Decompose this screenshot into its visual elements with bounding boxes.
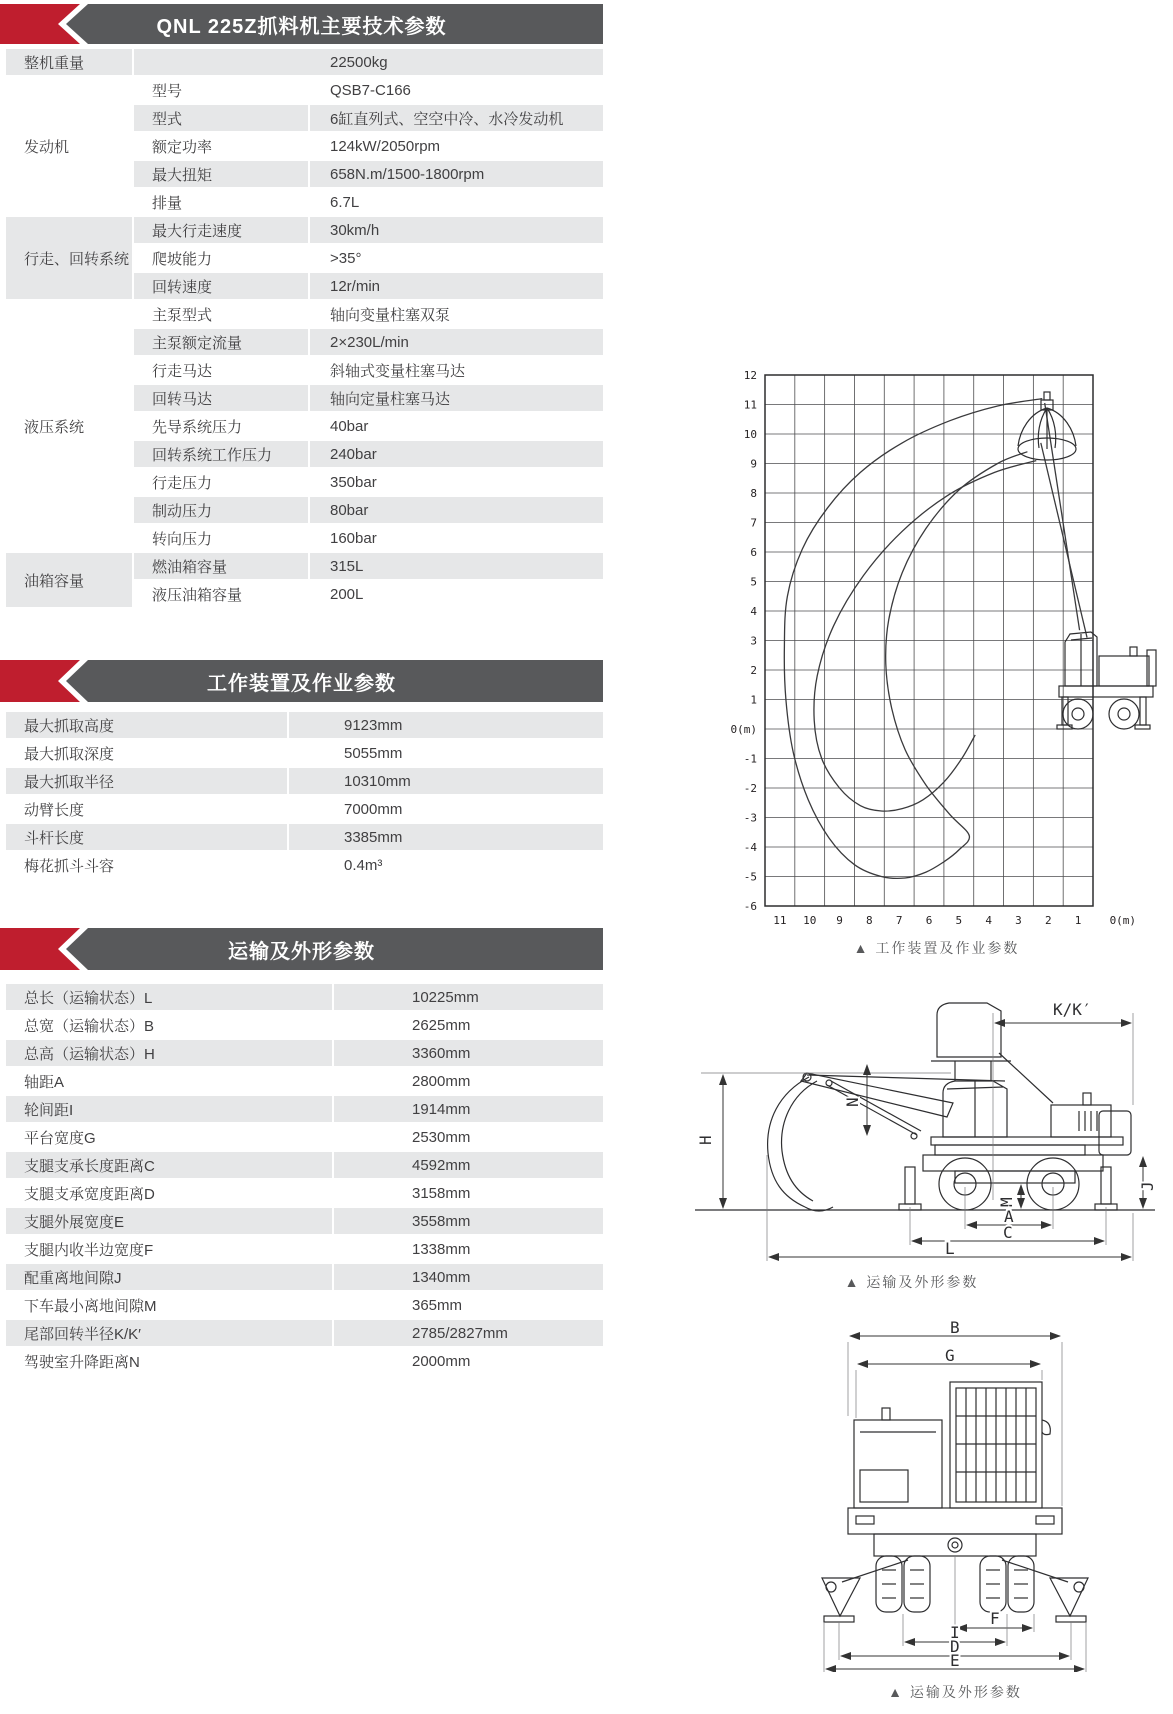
spec-category: 油箱容量 <box>6 553 134 609</box>
x-tick-label: 8 <box>866 914 873 927</box>
banner-title: QNL 225Z抓料机主要技术参数 <box>156 15 447 38</box>
spec-category: 整机重量 <box>6 49 134 77</box>
banner-work-params <box>0 660 603 702</box>
spec-label: 梅花抓斗斗容 <box>6 852 289 880</box>
table-row <box>6 852 603 880</box>
spec-label: 总高（运输状态）H <box>6 1040 334 1068</box>
spec-label: 液压油箱容量 <box>134 581 310 609</box>
table-row <box>6 824 603 852</box>
x-tick-label: 10 <box>803 914 817 927</box>
spec-value: 80bar <box>310 497 603 525</box>
spec-label: 燃油箱容量 <box>134 553 310 581</box>
dim-label-i: I <box>950 1623 960 1642</box>
spec-value: 2×230L/min <box>310 329 603 357</box>
side-dimensions <box>696 1000 1157 1261</box>
dim-label-a: A <box>1004 1207 1014 1226</box>
table-row <box>6 1012 603 1040</box>
spec-value: 轴向定量柱塞马达 <box>310 385 603 413</box>
x-tick-label: 2 <box>1044 914 1052 927</box>
spec-label: 主泵型式 <box>134 301 310 329</box>
spec-value: QSB7-C166 <box>310 77 603 105</box>
spec-value: 3360mm <box>334 1040 603 1068</box>
spec-value: 12r/min <box>310 273 603 301</box>
rear-dimensions <box>824 1320 1086 1672</box>
caption-work-range: ▲ 工作装置及作业参数 <box>853 940 1020 956</box>
spec-label: 转向压力 <box>134 525 310 553</box>
y-tick-label: 7 <box>750 516 757 530</box>
spec-label: 驾驶室升降距离N <box>6 1348 334 1376</box>
table-row <box>6 796 603 824</box>
spec-label: 行走马达 <box>134 357 310 385</box>
spec-label: 最大抓取深度 <box>6 740 289 768</box>
y-tick-label: 3 <box>750 634 757 648</box>
transport-params-table <box>6 984 603 1376</box>
y-tick-label: -4 <box>743 841 757 854</box>
spec-label: 支腿外展宽度E <box>6 1208 334 1236</box>
spec-value: 365mm <box>334 1292 603 1320</box>
spec-value: 10225mm <box>334 984 603 1012</box>
spec-label: 总宽（运输状态）B <box>6 1012 334 1040</box>
y-tick-label: -1 <box>743 752 757 766</box>
spec-label: 尾部回转半径K/K′ <box>6 1320 334 1348</box>
spec-label: 行走压力 <box>134 469 310 497</box>
y-tick-label: 5 <box>750 575 757 589</box>
banner-main-specs <box>0 4 603 44</box>
table-row <box>6 1096 603 1124</box>
spec-label: 轮间距I <box>6 1096 334 1124</box>
table-row <box>6 553 603 581</box>
table-row <box>6 768 603 796</box>
y-tick-label: -5 <box>743 870 757 884</box>
table-row <box>6 1180 603 1208</box>
y-tick-label: -3 <box>743 811 757 825</box>
dim-label-c: C <box>1003 1223 1013 1242</box>
y-tick-label: 1 <box>750 693 757 707</box>
table-row <box>6 1236 603 1264</box>
dim-label-e: E <box>950 1651 960 1670</box>
dim-label-f: F <box>990 1609 1000 1628</box>
spec-label: 回转系统工作压力 <box>134 441 310 469</box>
spec-label: 制动压力 <box>134 497 310 525</box>
x-tick-label: 6 <box>925 914 933 927</box>
x-tick-label: 11 <box>773 914 787 927</box>
spec-value: 3385mm <box>289 824 603 852</box>
spec-label: 平台宽度G <box>6 1124 334 1152</box>
spec-value: 1914mm <box>334 1096 603 1124</box>
spec-value: 160bar <box>310 525 603 553</box>
table-row <box>6 1208 603 1236</box>
table-row <box>6 1124 603 1152</box>
spec-value: 6.7L <box>310 189 603 217</box>
spec-value: 3558mm <box>334 1208 603 1236</box>
spec-label: 配重离地间隙J <box>6 1264 334 1292</box>
spec-value: 658N.m/1500-1800rpm <box>310 161 603 189</box>
work-params-table <box>6 712 603 880</box>
spec-value: 2530mm <box>334 1124 603 1152</box>
spec-value: 40bar <box>310 413 603 441</box>
dim-label-h: H <box>696 1135 715 1145</box>
spec-value: 2000mm <box>334 1348 603 1376</box>
spec-category: 行走、回转系统 <box>6 217 134 301</box>
table-row <box>6 1040 603 1068</box>
spec-value: 4592mm <box>334 1152 603 1180</box>
dim-label-j: J <box>1138 1181 1157 1191</box>
spec-value: 30km/h <box>310 217 603 245</box>
dim-label-l: L <box>945 1239 955 1258</box>
y-tick-label: -6 <box>743 900 757 913</box>
table-row <box>6 984 603 1012</box>
dim-label-m: M <box>997 1197 1016 1207</box>
y-tick-label: -2 <box>743 782 757 795</box>
y-tick-label: 12 <box>743 369 757 382</box>
banner-title: 工作装置及作业参数 <box>207 672 396 695</box>
dim-label-n: N <box>843 1097 862 1107</box>
spec-value: 240bar <box>310 441 603 469</box>
table-row <box>6 740 603 768</box>
machine-glyph <box>1057 632 1156 729</box>
spec-value: 3158mm <box>334 1180 603 1208</box>
spec-label: 最大扭矩 <box>134 161 310 189</box>
spec-value: 350bar <box>310 469 603 497</box>
spec-value: 5055mm <box>289 740 603 768</box>
caption-rear-view: ▲ 运输及外形参数 <box>888 1684 1022 1700</box>
spec-value: 轴向变量柱塞双泵 <box>310 301 603 329</box>
boom-line <box>1041 443 1087 638</box>
spec-label: 排量 <box>134 189 310 217</box>
table-row <box>6 712 603 740</box>
spec-label: 额定功率 <box>134 133 310 161</box>
table-row <box>6 1152 603 1180</box>
spec-value: 22500kg <box>134 49 603 77</box>
caption-side-view: ▲ 运输及外形参数 <box>844 1274 979 1290</box>
work-range-diagram <box>700 350 1173 930</box>
spec-value: 2625mm <box>334 1012 603 1040</box>
spec-label: 回转马达 <box>134 385 310 413</box>
spec-label: 动臂长度 <box>6 796 289 824</box>
spec-label: 最大抓取半径 <box>6 768 289 796</box>
side-view-diagram <box>655 985 1168 1265</box>
spec-label: 支腿支承长度距离C <box>6 1152 334 1180</box>
y-tick-label: 9 <box>750 457 757 471</box>
spec-category: 液压系统 <box>6 301 134 553</box>
x-tick-label: 9 <box>836 914 843 927</box>
spec-value: 2785/2827mm <box>334 1320 603 1348</box>
dim-label-d: D <box>950 1637 960 1656</box>
x-tick-label: 0(m) <box>1109 914 1137 927</box>
side-view-drawing <box>655 985 1168 1265</box>
table-row <box>6 1348 603 1376</box>
table-row <box>6 1320 603 1348</box>
table-row <box>6 77 603 105</box>
table-row <box>6 1068 603 1096</box>
table-row <box>6 1292 603 1320</box>
spec-label: 先导系统压力 <box>134 413 310 441</box>
spec-value: 1340mm <box>334 1264 603 1292</box>
x-tick-label: 1 <box>1074 914 1082 927</box>
y-tick-label: 8 <box>750 487 757 500</box>
y-tick-label: 10 <box>743 428 757 441</box>
spec-label: 轴距A <box>6 1068 334 1096</box>
spec-label: 支腿内收半边宽度F <box>6 1236 334 1264</box>
grab-bucket-glyph <box>1018 392 1076 460</box>
dim-label-b: B <box>950 1320 960 1337</box>
table-row <box>6 301 603 329</box>
spec-label: 斗杆长度 <box>6 824 289 852</box>
side-machine-drawing <box>695 1003 1155 1211</box>
y-tick-label: 6 <box>750 546 757 559</box>
y-tick-label: 0(m) <box>730 723 757 736</box>
work-range-chart <box>700 350 1173 930</box>
banner-title: 运输及外形参数 <box>228 940 375 963</box>
table-row <box>6 1264 603 1292</box>
dim-label-g: G <box>945 1346 955 1365</box>
rear-view-drawing <box>790 1320 1120 1672</box>
spec-value: 124kW/2050rpm <box>310 133 603 161</box>
x-tick-label: 7 <box>895 914 903 927</box>
spec-value: 9123mm <box>289 712 603 740</box>
x-tick-label: 5 <box>955 914 963 927</box>
spec-label: 总长（运输状态）L <box>6 984 334 1012</box>
spec-value: 2800mm <box>334 1068 603 1096</box>
spec-label: 支腿支承宽度距离D <box>6 1180 334 1208</box>
rear-view-diagram <box>790 1320 1120 1672</box>
spec-value: 7000mm <box>289 796 603 824</box>
spec-value: 200L <box>310 581 603 609</box>
x-tick-label: 3 <box>1015 914 1022 927</box>
table-row <box>6 217 603 245</box>
spec-value: 10310mm <box>289 768 603 796</box>
banner-transport-params <box>0 928 603 970</box>
spec-value: 315L <box>310 553 603 581</box>
spec-value: 0.4m³ <box>289 852 603 880</box>
main-specs-table <box>6 49 603 609</box>
dim-label-kk: K/K′ <box>1053 1000 1092 1019</box>
spec-label: 型式 <box>134 105 310 133</box>
table-row <box>6 49 603 77</box>
spec-label: 最大行走速度 <box>134 217 310 245</box>
spec-label: 回转速度 <box>134 273 310 301</box>
spec-value: >35° <box>310 245 603 273</box>
spec-value: 6缸直列式、空空中冷、水冷发动机 <box>310 105 603 133</box>
spec-label: 最大抓取高度 <box>6 712 289 740</box>
spec-value: 斜轴式变量柱塞马达 <box>310 357 603 385</box>
spec-label: 爬坡能力 <box>134 245 310 273</box>
spec-label: 下车最小离地间隙M <box>6 1292 334 1320</box>
spec-label: 主泵额定流量 <box>134 329 310 357</box>
y-tick-label: 11 <box>743 398 757 412</box>
x-tick-label: 4 <box>985 914 992 927</box>
spec-category: 发动机 <box>6 77 134 217</box>
y-tick-label: 2 <box>750 664 757 677</box>
spec-value: 1338mm <box>334 1236 603 1264</box>
spec-label: 型号 <box>134 77 310 105</box>
y-tick-label: 4 <box>750 605 757 618</box>
